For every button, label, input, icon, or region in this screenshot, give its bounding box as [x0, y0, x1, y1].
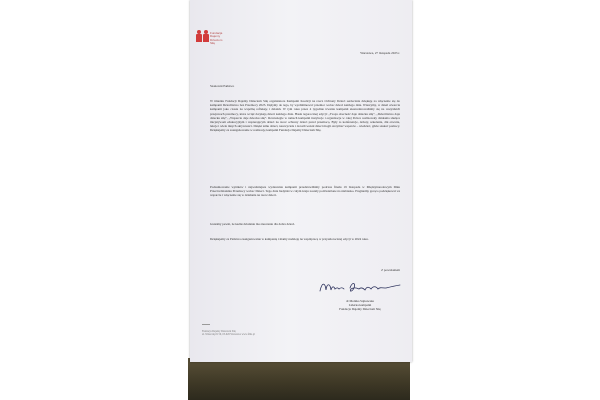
signer-org: Fundacja Dajemy Dzieciom Siłę	[339, 307, 381, 312]
letter-greeting: Szanowni Państwo	[210, 84, 235, 88]
letter-footer	[202, 330, 402, 336]
letter-paragraph-2: Podsumowanie wyników i najważniejsze wydarzenia kampanii przedstawiliśmy podczas finału 19 listopada w Międzynarodowym Dniu Przeciwdziałania Przemocy wobec Dzieci. Tego dnia budynki w całym kraju zostały podświetlone na niebiesko. Pragniemy gorąco podziękować za wsparcie i włączenie się w działania na rzecz dzieci.	[210, 185, 400, 198]
child-figure-icon	[203, 30, 209, 42]
letter-closing: Z poważaniem	[381, 268, 400, 272]
letter-date: Warszawa, 27 listopada 2023 r.	[360, 51, 400, 55]
letter-paragraph-1: W imieniu Fundacji Dajemy Dzieciom Siłę organizatora Kampanii Koalicji na rzecz Ochrony Dzieci serdecznie dziękuję za włączenie się do kampanii Dzieciństwo bez Przemocy 2023. Dążymy do tego, by wyeliminować przemoc wobec dzieci każdego dnia. Wierzymy, w dzień otwarcia kampanii jako czasie na wspólną refleksję i działań. W tym roku przez 4 tygodnie trwania kampanii skoncentrowaliśmy się na wszystkich przejawach przemocy, które wciąż dotykają dzieci każdego dnia. Hasła tegorocznej edycji: „Twoja obecność daje dziecku siłę”, „Dzieciństwo daje dziecku siłę”, „Wsparcie daje dziecku siłę”. Równolegle w ramach kampanii instytucje i organizacje w całej Polsce realizowały działania służące inicjatywom edukacyjnym i wspierającym dzieci na rzecz ochrony dzieci przed przemocą. Były to konferencje, debaty, szkolenia, dni otwarte, lekcje i wiele innych aktywności. Dzięki temu dzieci, nauczyciele i dorośli wokół dzieci mogli otrzymać wsparcie – wiedzieć, gdzie szukać pomocy. Dziękujemy za zaangażowanie w realizację kampanii Fundacja Dajemy Dzieciom Siłę.	[210, 99, 400, 133]
signer-block	[320, 299, 400, 312]
foundation-logo	[196, 30, 236, 44]
floor-background	[188, 358, 410, 400]
handwritten-signature	[316, 279, 408, 295]
footer-line-1: Fundacja Dajemy Dzieciom Siłę	[202, 330, 236, 333]
logo-org-name: Fundacja Dajemy Dzieciom Siłę	[210, 31, 223, 46]
letter-paragraph-3: Jesteśmy pewni, że każde działanie ma znaczenie dla dobra dzieci.	[210, 222, 296, 226]
letter-paragraph-4: Dziękujemy za Państwa zaangażowanie w kampanię i mamy nadzieję na współpracę w przyszłorocznej edycji w 2024 roku.	[210, 237, 369, 241]
signer-role: Liderka kampanii	[348, 303, 372, 308]
footer-divider	[202, 324, 210, 325]
signer-name: dr Monika Sajkowska	[346, 299, 374, 303]
footer-line-2: ul. Walecznych 59, 03-926 Warszawa www.fdds.pl	[202, 333, 255, 336]
letter-page	[190, 0, 412, 362]
child-figure-icon	[196, 30, 202, 42]
